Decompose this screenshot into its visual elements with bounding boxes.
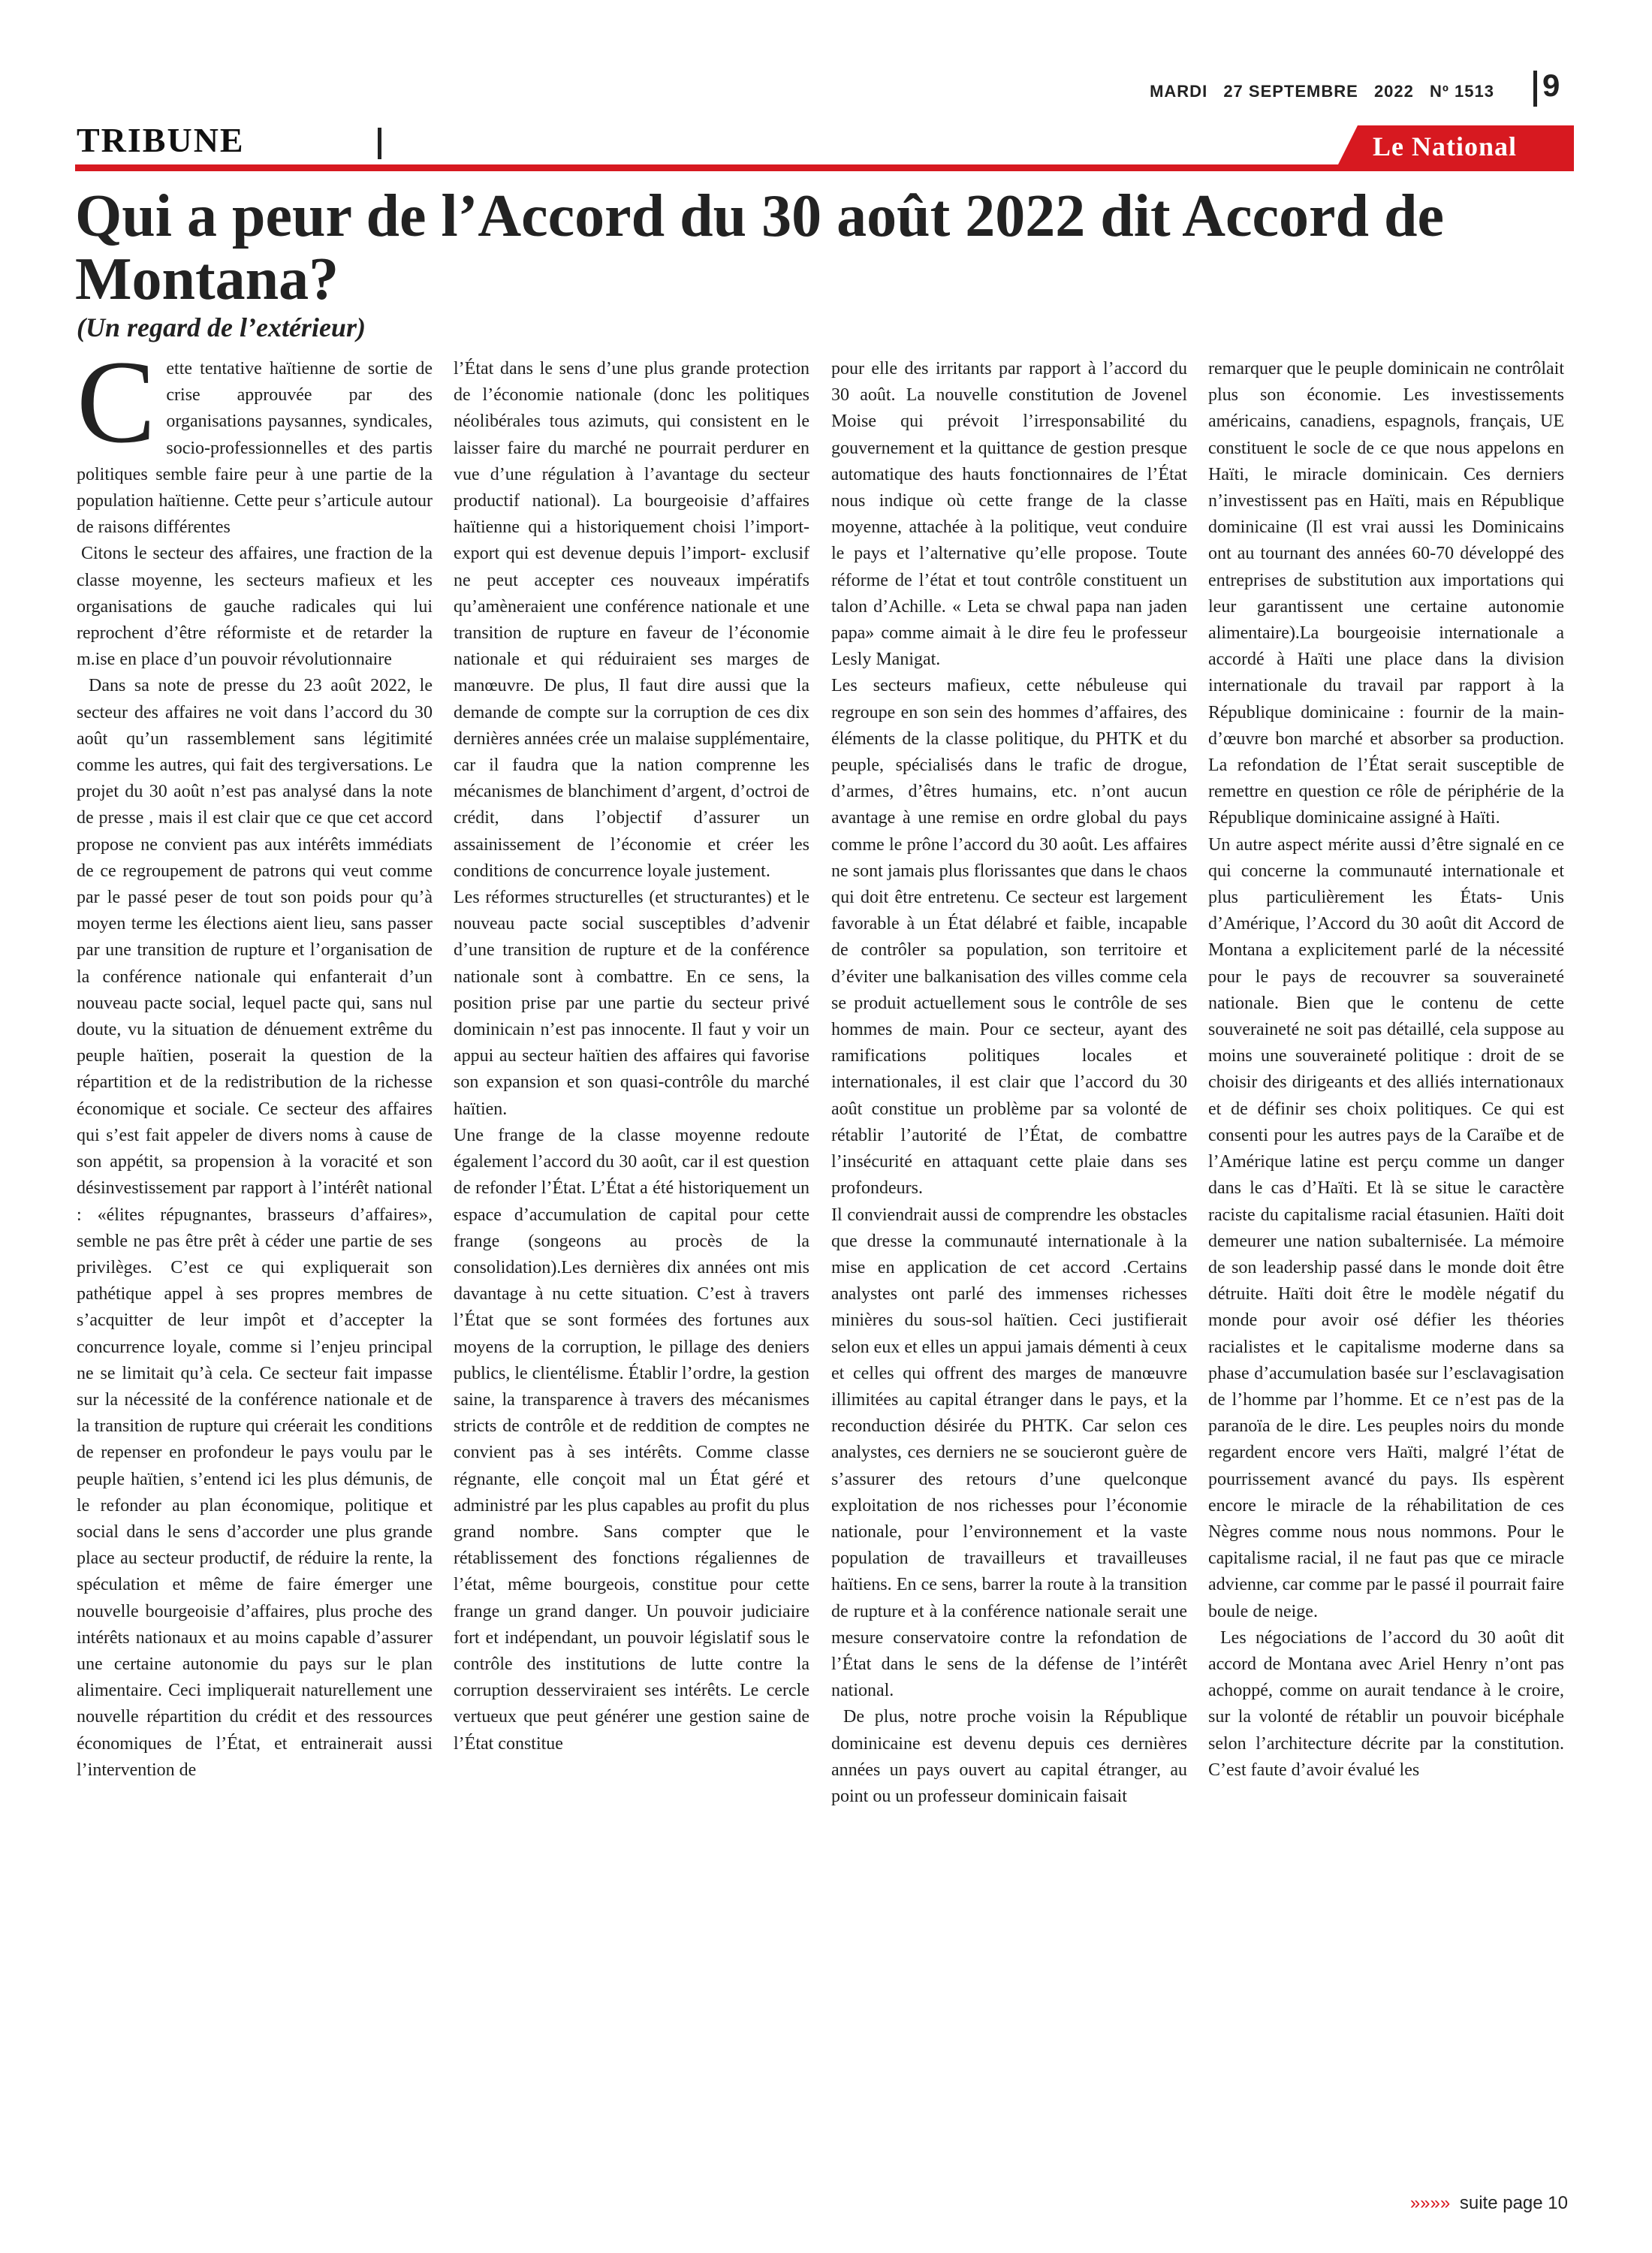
continuation-note: [1367, 2193, 1568, 2214]
section-label: TRIBUNE: [77, 121, 245, 159]
article-column-1: [77, 336, 433, 1784]
page-number: 9: [1542, 68, 1560, 103]
paragraph: De plus, notre proche voisin la République dominicaine est devenu depuis ces dernières années un pays ouvert au capital étranger, au point ou un professeur dominicain faisait: [831, 1707, 1187, 1806]
paragraph: l’État dans le sens d’une plus grande protection de l’économie nationale (donc les politiques néolibérales tous azimuts, qui consistent en le laisser faire du marché ne pourrait perdurer en vue d’une régulation à l’avantage du secteur productif national). La bourgeoisie d’affaires haïtienne qui a historiquement choisi l’import- export qui est devenue depuis l’import- exclusif ne peut accepter ces nouveaux impératifs qu’amèneraient une conférence nationale et une transition de rupture en faveur de l’économie nationale et qui réduiraient ses marges de manœuvre. De plus, Il faut dire aussi que la demande de compte sur la corruption de ces dix dernières années crée un malaise supplémentaire, car il faudra que la nation comprenne les mécanismes de blanchiment d’argent, d’octroi de crédit, dans l’objectif d’assurer un assainissement de l’économie et créer les conditions de concurrence loyale justement.: [454, 359, 809, 881]
paragraph: remarquer que le peuple dominicain ne contrôlait plus son économie. Les investissements américains, canadiens, espagnols, français, UE constituent le socle de ce que nous appelons en Haïti, le miracle dominicain. Ces derniers n’investissent pas en Haïti, mais en République dominicaine (Il est vrai aussi les Dominicains ont au tournant des années 60-70 développé des entreprises de substitution aux importations qui leur garantissent une certaine autonomie alimentaire).La bourgeoisie internationale a accordé à Haïti une place dans la division internationale du travail par rapport à la République dominicaine : fournir de la main-d’œuvre bon marché et absorber sa production. La refondation de l’État serait susceptible de remettre en question ce rôle de périphérie de la République dominicaine assigné à Haïti.: [1208, 359, 1564, 828]
article-subtitle: (Un regard de l’extérieur): [77, 312, 366, 342]
continuation-arrows: »»»»: [1409, 2193, 1451, 2213]
article-column-2: [454, 356, 809, 1757]
paragraph: Il conviendrait aussi de comprendre les obstacles que dresse la communauté internationale à la mise en application de cet accord .Certains analystes ont parlé des immenses richesses minières du sous-sol haïtien. Ceci justifierait selon eux et elles un appui jamais démenti à ceux et celles qui offrent des marges de manœuvre illimitées au capital étranger dans le pays, et la reconduction désirée du PHTK. Car selon ces analystes, ces derniers ne se soucieront guère de s’assurer des retours d’une quelconque exploitation de nos richesses pour l’économie nationale, pour l’environnement et la vaste population de travailleurs et travailleuses haïtiens. En ce sens, barrer la route à la transition de rupture et à la conférence nationale serait une mesure conservatoire contre la refondation de l’État dans le sens de la défense de l’intérêt national.: [831, 1205, 1187, 1701]
dateline: [1074, 82, 1494, 101]
section-divider: [378, 128, 381, 159]
paragraph: Dans sa note de presse du 23 août 2022, le secteur des affaires ne voit dans l’accord du 30 août qu’un rassemblement sans légitimité comme les autres, qui fait des tergiversations. Le projet du 30 août n’est pas analysé dans la note de presse , mais il est clair que ce que cet accord propose ne convient pas aux intérêts immédiats de ce regroupement de patrons qui veut comme par le passé peser de tout son poids pour qu’à moyen terme les élections aient lieu, sans passer par une transition de rupture et l’organisation de la conférence nationale qui enfanterait d’un nouveau pacte social, lequel pacte qui, sans nul doute, vu la situation de dénuement extrême du peuple haïtien, poserait la question de la répartition et de la redistribution de la richesse économique et sociale. Ce secteur des affaires qui s’est fait appeler de divers noms à cause de son appétit, sa propension à la voracité et son désinvestissement par rapport à l’intérêt national : «élites répugnantes, brasseurs d’affaires», semble ne pas être prêt à céder une partie de ses privilèges. C’est ce qui expliquerait son pathétique appel à ses propres membres de s’acquitter de leur impôt et d’accepter la concurrence loyale, comme si l’enjeu principal ne se limitait qu’à cela. Ce secteur fait impasse sur la nécessité de la conférence nationale et de la transition de rupture qui créerait les conditions de repenser en profondeur le pays voulu par le peuple haïtien, s’entend ici les plus démunis, de le refonder au plan économique, politique et social dans le sens d’accorder une plus grande place au secteur productif, de réduire la rente, la spéculation et même de faire émerger une nouvelle bourgeoisie d’affaires, plus proche des intérêts nationaux et au moins capable d’assurer une certaine autonomie du pays sur le plan alimentaire. Ceci impliquerait naturellement une nouvelle répartition du crédit et des ressources économiques de l’État, et entrainerait aussi l’intervention de: [77, 676, 433, 1780]
paragraph: Les secteurs mafieux, cette nébuleuse qui regroupe en son sein des hommes d’affaires, des éléments de la classe politique, du PHTK et du peuple, spécialisés dans le trafic de drogue, d’armes, d’êtres humains, etc. n’ont aucun avantage à une remise en ordre global du pays comme le prône l’accord du 30 août. Les affaires ne sont jamais plus florissantes que dans le chaos qui doit être entretenu. Ce secteur est largement favorable à un État délabré et faible, incapable de contrôler sa population, son territoire et d’éviter une balkanisation des villes comme cela se produit actuellement sous le contrôle de ses hommes de main. Pour ce secteur, ayant des ramifications politiques locales et internationales, il est clair que l’accord du 30 août constitue un problème par sa volonté de rétablir l’autorité de l’État, de combattre l’insécurité en attaquant cette plaie dans ses profondeurs.: [831, 676, 1187, 1199]
newspaper-brand: Le National: [1373, 131, 1518, 161]
header-rule: [75, 164, 1574, 171]
page-number-divider: [1533, 71, 1537, 107]
date-year: 2022: [1373, 82, 1414, 101]
issue-number: Nº 1513: [1430, 82, 1494, 101]
paragraph: [77, 336, 433, 541]
date-day: MARDI: [1150, 82, 1208, 101]
continuation-text: suite page 10: [1459, 2193, 1568, 2213]
date-text: 27 SEPTEMBRE: [1223, 82, 1358, 101]
paragraph: Un autre aspect mérite aussi d’être signalé en ce qui concerne la communauté internationale et plus particulièrement les États- Unis d’Amérique, l’Accord du 30 août dit Accord de Montana a explicitement parlé de la nécessité pour le pays de recouvrer sa souveraineté nationale. Bien que le contenu de cette souveraineté ne soit pas détaillé, cela suppose au moins une souveraineté politique : droit de se choisir des dirigeants et des alliés internationaux et de définir ses choix politiques. Ce qui est consenti pour les autres pays de la Caraïbe et de l’Amérique latine est perçu comme un danger dans le cas d’Haïti. Et là se situe le caractère raciste du capitalisme racial étasunien. Haïti doit demeurer une nation subalternisée. La mémoire de son leadership passé dans le monde doit être détruite. Haïti doit être le modèle négatif du monde pour avoir osé défier les théories racialistes et le capitalisme moderne dans sa phase d’accumulation basée sur l’esclavagisation de l’homme par l’homme. Et ce n’est pas de la paranoïa de le dire. Les peuples noirs du monde regardent encore vers Haïti, malgré l’état de pourrissement avancé du pays. Ils espèrent encore le miracle de la réhabilitation de ces Nègres comme nous nous nommons. Pour le capitalisme racial, il ne faut pas que ce miracle advienne, car comme par le passé il pourrait faire boule de neige.: [1208, 834, 1564, 1621]
paragraph: pour elle des irritants par rapport à l’accord du 30 août. La nouvelle constitution de Jovenel Moise qui prévoit l’irresponsabilité du gouvernement et la quittance de gestion presque automatique des hauts fonctionnaires de l’État nous indique où cette frange de la classe moyenne, attachée à la politique, veut conduire le pays et l’alternative qu’elle propose. Toute réforme de l’état et tout contrôle constituent un talon d’Achille. « Leta se chwal papa nan jaden papa» comme aimait à le dire feu le professeur Lesly Manigat.: [831, 359, 1187, 670]
paragraph-text: ette tentative haïtienne de sortie de crise approuvée par des organisations paysannes, syndicales, socio-professionnelles et des partis politiques semble faire peur à une partie de la population haïtienne. Cette peur s’articule autour de raisons différentes: [77, 359, 433, 538]
paragraph: Les négociations de l’accord du 30 août dit accord de Montana avec Ariel Henry n’ont pas achoppé, comme on aurait tendance à le croire, sur la volonté de rétablir un pouvoir bicéphale selon l’architecture décrite par la constitution. C’est faute d’avoir évalué les: [1208, 1627, 1564, 1780]
article-column-4: [1208, 356, 1564, 1784]
drop-cap: C: [77, 336, 156, 468]
article-title: Qui a peur de l’Accord du 30 août 2022 dit Accord de Montana?: [75, 183, 1445, 312]
paragraph: Citons le secteur des affaires, une fraction de la classe moyenne, les secteurs mafieux et les organisations de gauche radicales qui lui reprochent d’être réformiste et de retarder la m.ise en place d’un pouvoir révolutionnaire: [77, 544, 433, 670]
paragraph: Les réformes structurelles (et structurantes) et le nouveau pacte social susceptibles d’advenir d’une transition de rupture et de la conférence nationale sont à combattre. En ce sens, la position prise par une partie du secteur privé dominicain n’est pas innocente. Il faut y voir un appui au secteur haïtien des affaires qui favorise son expansion et son quasi-contrôle du marché haïtien.: [454, 888, 809, 1119]
article-column-3: [831, 356, 1187, 1810]
paragraph: Une frange de la classe moyenne redoute également l’accord du 30 août, car il est question de refonder l’État. L’État a été historiquement un espace d’accumulation de capital pour cette frange (songeons au procès de la consolidation).Les dernières dix années ont mis davantage à nu cette situation. C’est à travers l’État que se sont formées des fortunes aux moyens de la corruption, le pillage des deniers publics, le clientélisme. Établir l’ordre, la gestion saine, la transparence à travers des mécanismes stricts de contrôle et de reddition de comptes ne convient pas à ses intérêts. Comme classe régnante, elle conçoit mal un État géré et administré par les plus capables au profit du plus grand nombre. Sans compter que le rétablissement des fonctions régaliennes de l’état, même bourgeois, constitue pour cette frange un grand danger. Un pouvoir judiciaire fort et indépendant, un pouvoir législatif sous le contrôle des institutions de lutte contre la corruption desserviraient ses intérêts. Le cercle vertueux que peut générer une gestion saine de l’État constitue: [454, 1125, 809, 1754]
